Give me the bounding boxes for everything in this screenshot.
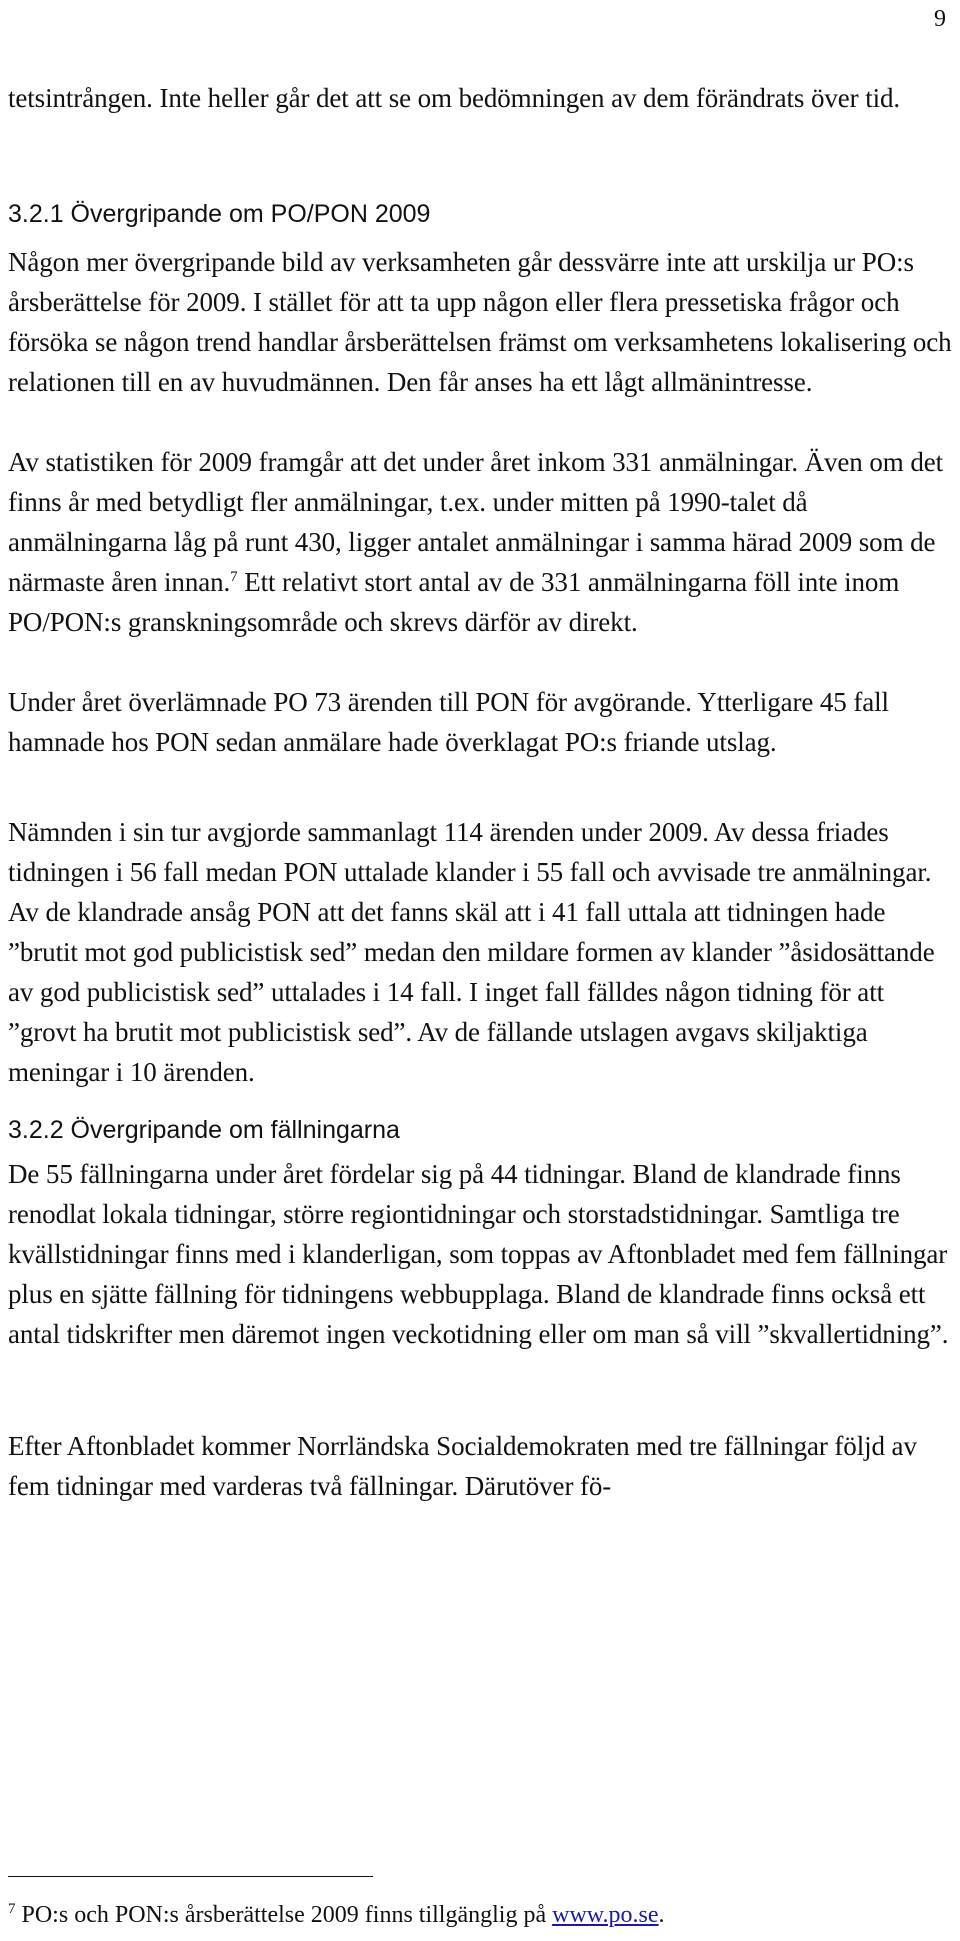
intro-text: tetsintrången. Inte heller går det att se om bedömningen av dem förändrats över tid. <box>8 83 901 113</box>
section-heading-3-2-2: 3.2.2 Övergripande om fällningarna <box>8 1116 400 1144</box>
intro-paragraph <box>8 78 958 118</box>
page-number: 9 <box>934 6 946 32</box>
section-3-2-2-continued <box>8 1426 958 1506</box>
paragraph-statistics-continued: Ett relativt stort antal av de 331 anmälningarna föll inte inom PO/PON:s granskningsområde och skrevs därför av direkt. <box>8 567 900 637</box>
paragraph-ranking: Efter Aftonbladet kommer Norrländska Socialdemokraten med tre fällningar följd av fem tidningar med varderas två fällningar. Därutöver fö- <box>8 1431 917 1501</box>
paragraph-statistics-text: Av statistiken för 2009 framgår att det under året inkom 331 anmälningar. Även om det finns år med betydligt fler anmälningar, t.ex. under mitten på 1990-talet då anmälningarna låg på runt 430, ligger antalet anmälningar i samma härad 2009 som de närmaste åren innan. <box>8 447 943 597</box>
section-3-2-1-referrals <box>8 682 958 762</box>
footnote-separator <box>8 1876 373 1877</box>
section-3-2-1-body <box>8 242 958 402</box>
paragraph-convictions: De 55 fällningarna under året fördelar sig på 44 tidningar. Bland de klandrade finns renodlat lokala tidningar, större regiontidningar och storstadstidningar. Samtliga tre kvällstidningar finns med i klanderligan, som toppas av Aftonbladet med fem fällningar plus en sjätte fällning för tidningens webbupplaga. Bland de klandrade finns också ett antal tidskrifter men däremot ingen veckotidning eller om man så vill ”skvallertidning”. <box>8 1159 949 1349</box>
section-heading-3-2-1: 3.2.1 Övergripande om PO/PON 2009 <box>8 200 431 228</box>
paragraph-referrals: Under året överlämnade PO 73 ärenden till PON för avgörande. Ytterligare 45 fall hamnade hos PON sedan anmälare hade överklagat PO:s friande utslag. <box>8 687 889 757</box>
section-3-2-1-statistics <box>8 442 958 642</box>
footnote-text: PO:s och PON:s årsberättelse 2009 finns tillgänglig på <box>15 1902 553 1928</box>
footnote-marker: 7 <box>8 1901 16 1917</box>
footnote-end: . <box>658 1902 665 1928</box>
paragraph-statistics <box>8 442 958 642</box>
section-3-2-2-body <box>8 1154 958 1354</box>
footnote <box>8 1900 665 1930</box>
footnote-link[interactable]: www.po.se <box>552 1902 659 1928</box>
section-3-2-1-decisions <box>8 812 958 1092</box>
paragraph-decisions: Nämnden i sin tur avgjorde sammanlagt 114 ärenden under 2009. Av dessa friades tidningen i 56 fall medan PON uttalade klander i 55 fall och avvisade tre anmälningar. Av de klandrade ansåg PON att det fanns skäl att i 41 fall uttala att tidningen hade ”brutit mot god publicistisk sed” medan den mildare formen av klander ”åsidosättande av god publicistisk sed” uttalades i 14 fall. I inget fall fälldes någon tidning för att ”grovt ha brutit mot publicistisk sed”. Av de fällande utslagen avgavs skiljaktiga meningar i 10 ärenden. <box>8 817 935 1087</box>
footnote-reference[interactable]: 7 <box>230 569 238 585</box>
paragraph-overview: Någon mer övergripande bild av verksamheten går dessvärre inte att urskilja ur PO:s årsberättelse för 2009. I stället för att ta upp någon eller flera pressetiska frågor och försöka se någon trend handlar årsberättelsen främst om verksamhetens lokalisering och relationen till en av huvudmännen. Den får anses ha ett lågt allmänintresse. <box>8 247 952 397</box>
